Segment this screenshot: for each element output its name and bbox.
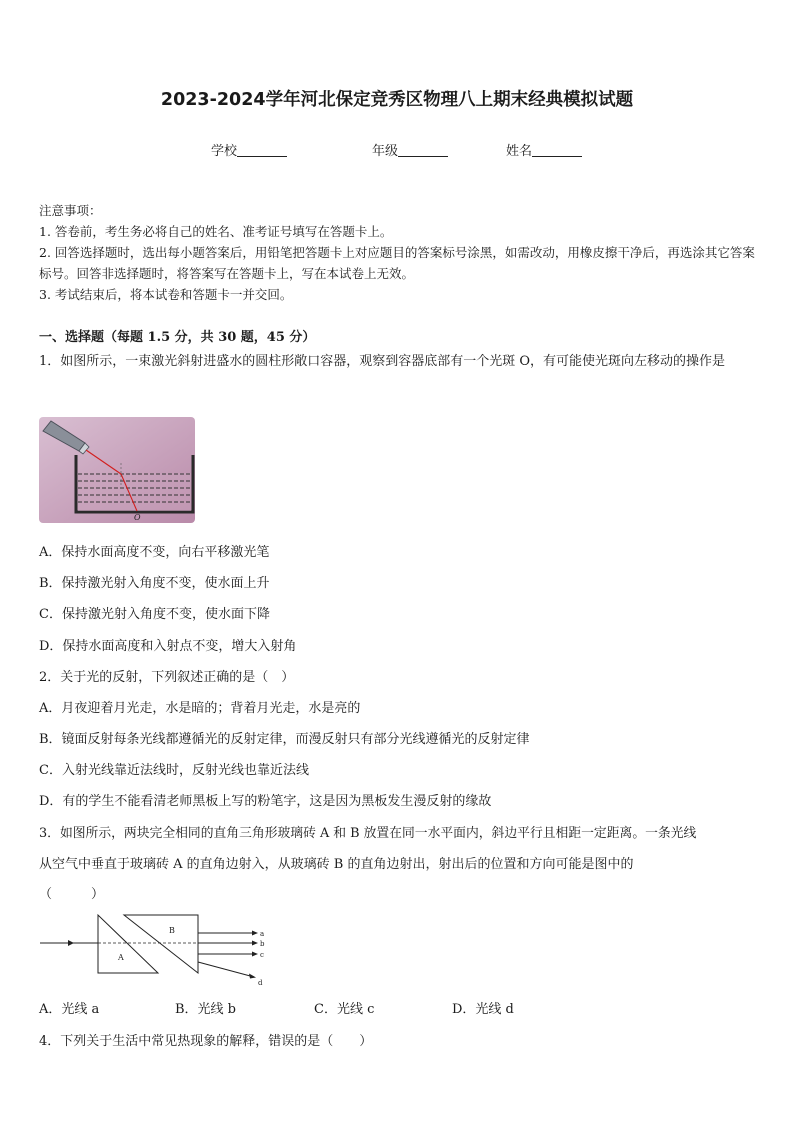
notice-heading: 注意事项： xyxy=(39,203,102,218)
q2-option-d: D．有的学生不能看清老师黑板上写的粉笔字，这是因为黑板发生漫反射的缘故 xyxy=(39,794,492,809)
ray-b-label: b xyxy=(260,940,265,948)
spot-o-label: O xyxy=(134,513,141,522)
question-4-stem: 4．下列关于生活中常见热现象的解释，错误的是（ ） xyxy=(39,1034,373,1049)
prism-b-label: B xyxy=(169,926,175,935)
school-blank xyxy=(237,144,287,157)
question-1-stem: 1．如图所示，一束激光斜射进盛水的圆柱形敞口容器，观察到容器底部有一个光斑 O，有可能使光斑向左移动的操作是 xyxy=(39,354,726,369)
ray-c-label: c xyxy=(260,951,264,959)
q3-option-a: A．光线 a xyxy=(39,1002,100,1017)
ray-d-label: d xyxy=(258,979,263,987)
prism-a-label: A xyxy=(118,953,124,962)
q3-prism-figure xyxy=(38,910,268,990)
grade-field xyxy=(372,140,448,159)
notice-item-3: 3. 考试结束后，将本试卷和答题卡一并交回。 xyxy=(39,287,293,302)
question-3-stem-line1: 3．如图所示，两块完全相同的直角三角形玻璃砖 A 和 B 放置在同一水平面内，斜边平行且相距一定距离。一条光线 xyxy=(39,826,697,841)
school-field xyxy=(211,140,287,159)
q1-option-d: D．保持水面高度和入射点不变，增大入射角 xyxy=(39,639,297,654)
name-blank xyxy=(532,144,582,157)
name-label: 姓名 xyxy=(506,144,533,159)
question-3-stem-line2: 从空气中垂直于玻璃砖 A 的直角边射入，从玻璃砖 B 的直角边射出，射出后的位置和方向可能是图中的 xyxy=(39,857,634,872)
page-title: 2023-2024学年河北保定竞秀区物理八上期末经典模拟试题 xyxy=(160,90,634,110)
notice-item-2: 2. 回答选择题时，选出每小题答案后，用铅笔把答题卡上对应题目的答案标号涂黑，如需改动，用橡皮擦干净后，再选涂其它答案标号。回答非选择题时，将答案写在答题卡上，写在本试卷上无效。 xyxy=(39,245,755,281)
q3-option-c: C．光线 c xyxy=(314,1002,375,1017)
grade-blank xyxy=(398,144,448,157)
q3-option-d: D．光线 d xyxy=(452,1002,514,1017)
question-3-stem-line3: （ ） xyxy=(39,887,105,902)
grade-label: 年级 xyxy=(372,144,399,159)
q1-laser-container-figure xyxy=(39,417,195,523)
q2-option-b: B．镜面反射每条光线都遵循光的反射定律，而漫反射只有部分光线遵循光的反射定律 xyxy=(39,732,530,747)
q1-option-b: B．保持激光射入角度不变，使水面上升 xyxy=(39,576,270,591)
q1-option-a: A．保持水面高度不变，向右平移激光笔 xyxy=(39,545,270,560)
question-2-stem: 2．关于光的反射，下列叙述正确的是（ ） xyxy=(39,670,295,685)
name-field xyxy=(506,140,582,159)
notice-item-1: 1. 答卷前，考生务必将自己的姓名、准考证号填写在答题卡上。 xyxy=(39,224,393,239)
q1-option-c: C．保持激光射入角度不变，使水面下降 xyxy=(39,607,270,622)
school-label: 学校 xyxy=(211,144,238,159)
q2-option-a: A．月夜迎着月光走，水是暗的；背着月光走，水是亮的 xyxy=(39,701,361,716)
q2-option-c: C．入射光线靠近法线时，反射光线也靠近法线 xyxy=(39,763,309,778)
ray-a-label: a xyxy=(260,930,265,938)
q3-option-b: B．光线 b xyxy=(175,1002,237,1017)
section-heading: 一、选择题（每题 1.5 分，共 30 题，45 分） xyxy=(39,330,316,345)
